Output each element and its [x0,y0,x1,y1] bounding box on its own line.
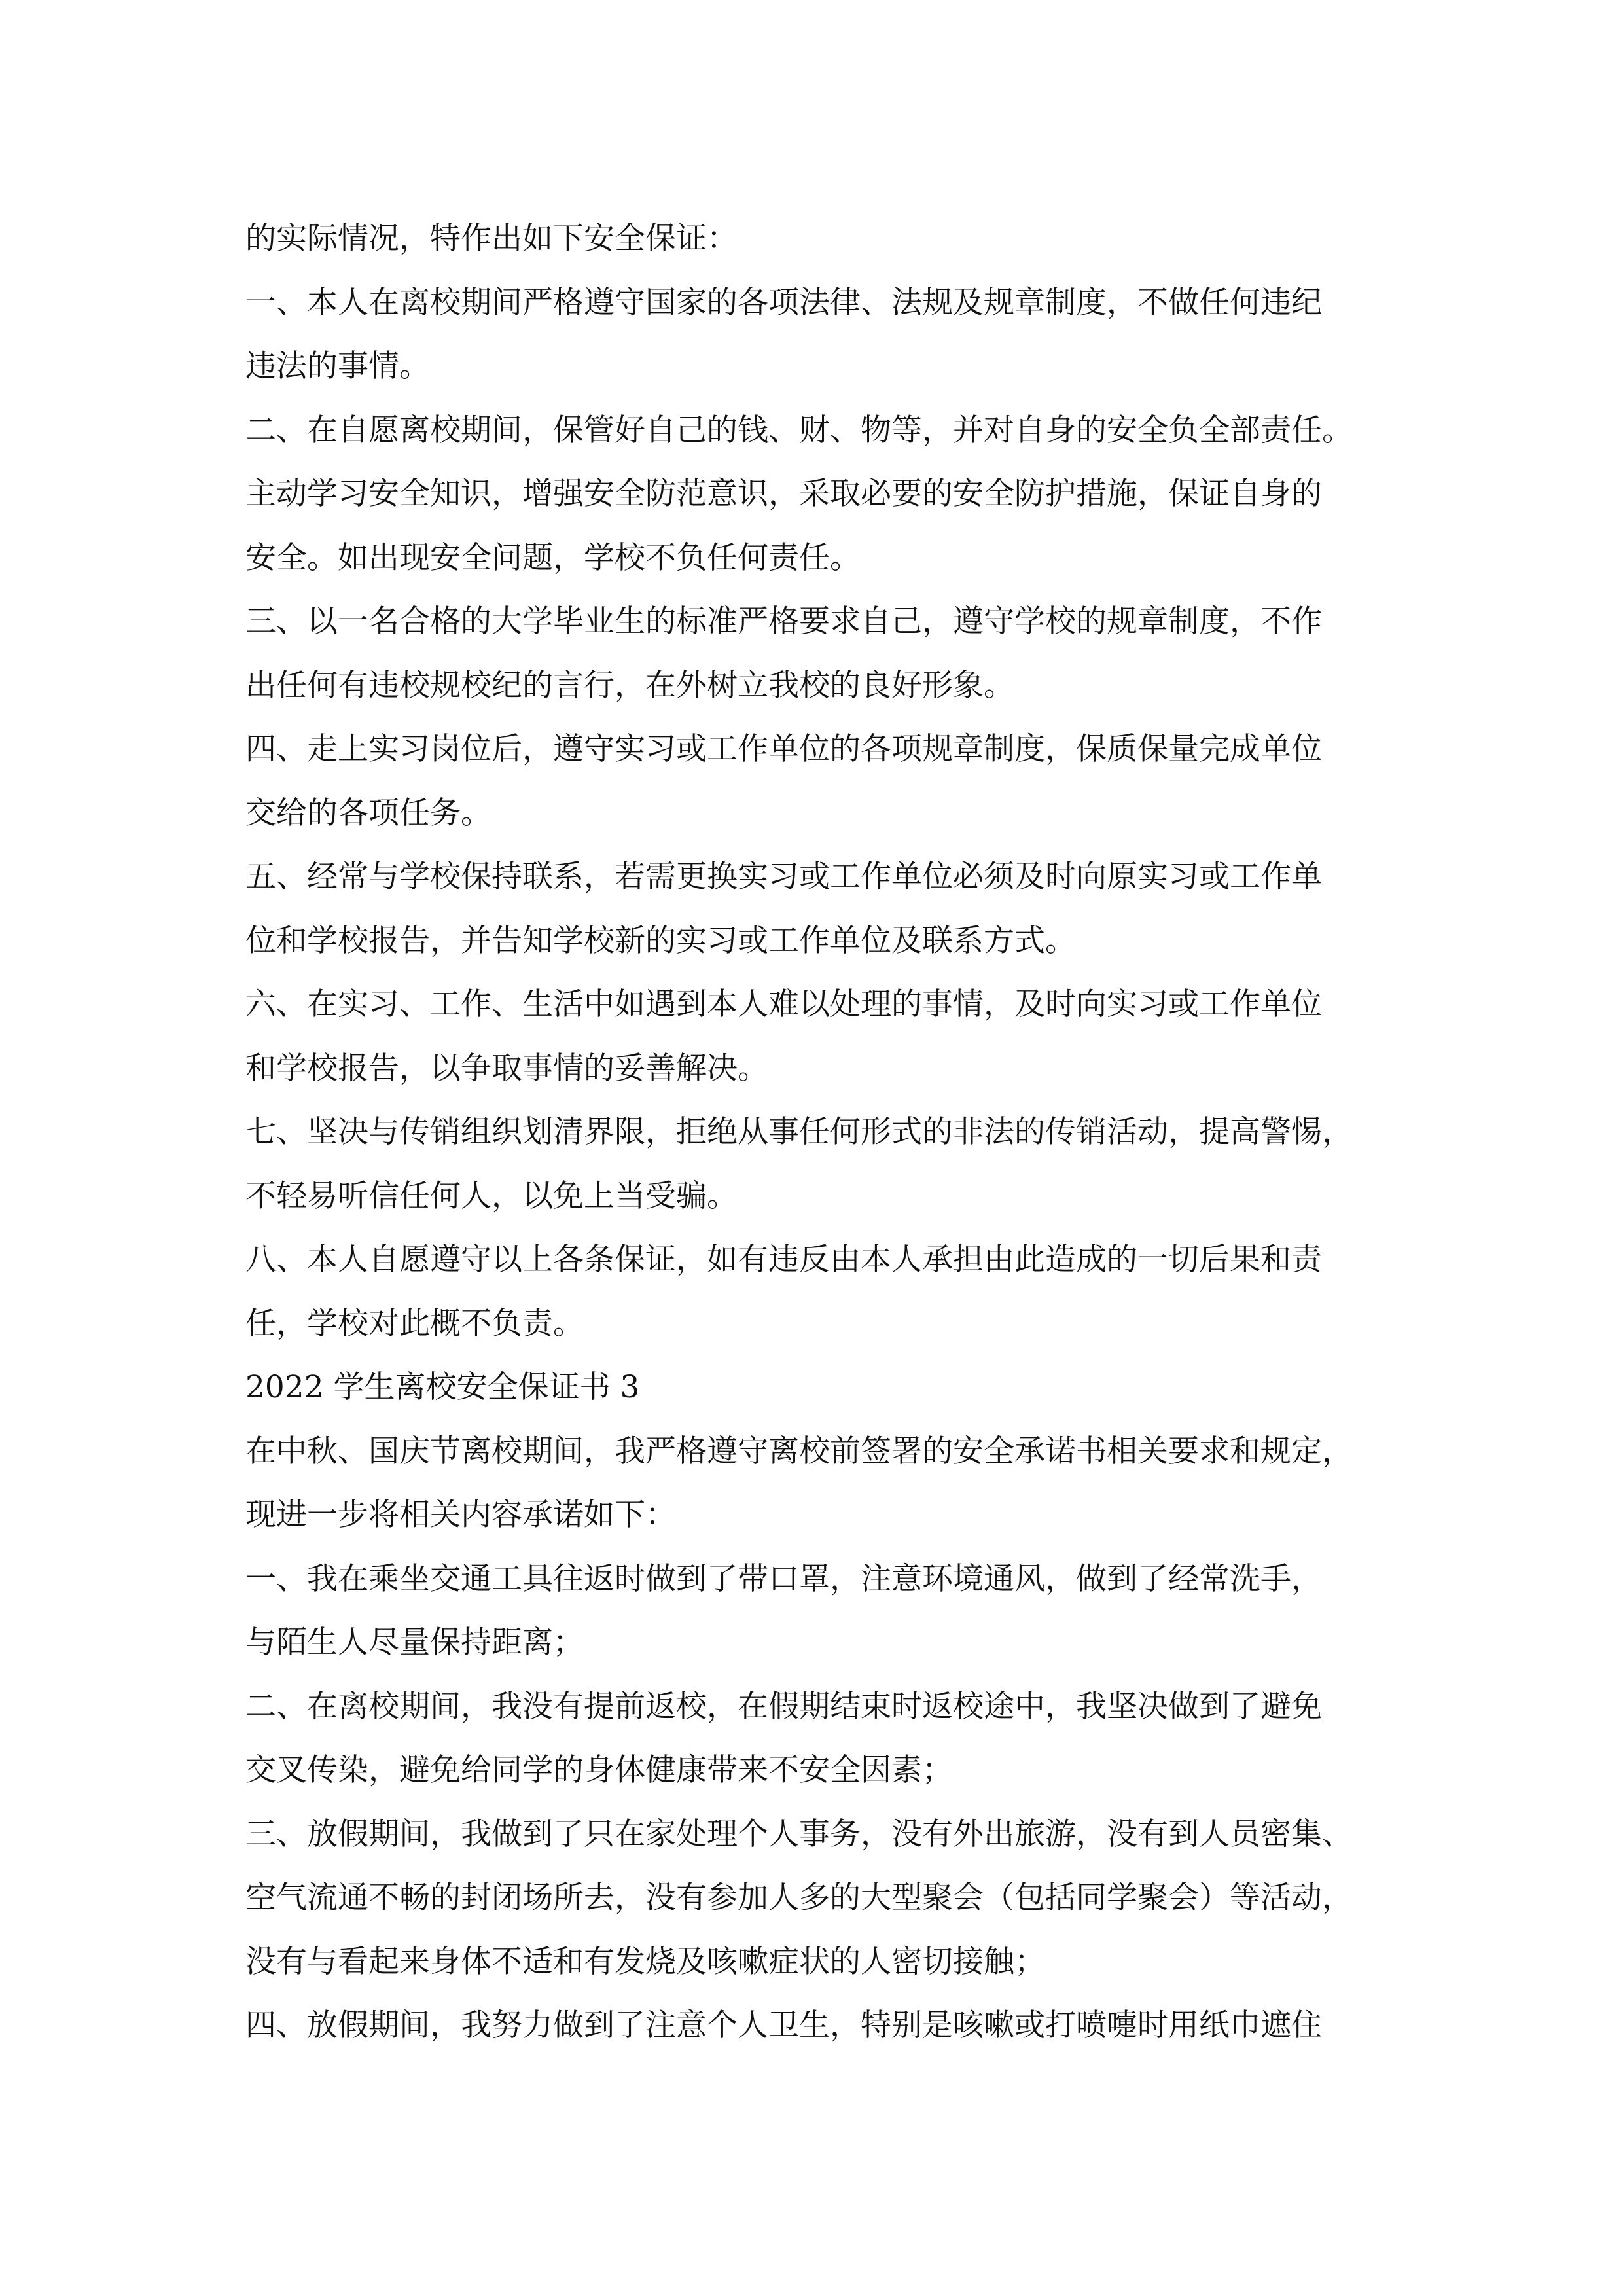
text-line: 与陌生人尽量保持距离； [245,1624,584,1660]
text-line: 四、放假期间，我努力做到了注意个人卫生，特别是咳嗽或打喷嚏时用纸巾遮住 [245,2007,1322,2043]
document-body [245,207,1384,2058]
text-line: 六、在实习、工作、生活中如遇到本人难以处理的事情，及时向实习或工作单位 [245,986,1322,1022]
text-line: 五、经常与学校保持联系，若需更换实习或工作单位必须及时向原实习或工作单 [245,859,1322,895]
text-line: 出任何有违校规校纪的言行，在外树立我校的良好形象。 [245,667,1014,704]
text-line: 违法的事情。 [245,348,430,384]
text-line: 不轻易听信任何人，以免上当受骗。 [245,1177,738,1214]
text-line: 位和学校报告，并告知学校新的实习或工作单位及联系方式。 [245,922,1076,959]
text-line: 七、坚决与传销组织划清界限，拒绝从事任何形式的非法的传销活动，提高警惕， [245,1114,1353,1150]
text-line: 三、放假期间，我做到了只在家处理个人事务，没有外出旅游，没有到人员密集、 [245,1816,1353,1852]
text-line: 二、在自愿离校期间，保管好自己的钱、财、物等，并对自身的安全负全部责任。 [245,412,1353,448]
text-line: 安全。如出现安全问题，学校不负任何责任。 [245,539,861,576]
text-line: 和学校报告，以争取事情的妥善解决。 [245,1050,768,1086]
section-title: 2022 学生离校安全保证书 3 [245,1369,640,1405]
text-line: 任，学校对此概不负责。 [245,1305,584,1342]
text-line: 二、在离校期间，我没有提前返校，在假期结束时返校途中，我坚决做到了避免 [245,1688,1322,1725]
text-line: 主动学习安全知识，增强安全防范意识，采取必要的安全防护措施，保证自身的 [245,476,1322,512]
text-line: 四、走上实习岗位后，遵守实习或工作单位的各项规章制度，保质保量完成单位 [245,731,1322,767]
text-line: 空气流通不畅的封闭场所去，没有参加人多的大型聚会（包括同学聚会）等活动， [245,1880,1353,1916]
text-line: 交叉传染，避免给同学的身体健康带来不安全因素； [245,1752,953,1788]
text-line: 一、本人在离校期间严格遵守国家的各项法律、法规及规章制度，不做任何违纪 [245,284,1322,321]
text-line: 现进一步将相关内容承诺如下： [245,1497,676,1533]
text-line: 没有与看起来身体不适和有发烧及咳嗽症状的人密切接触； [245,1943,1045,1980]
text-line: 交给的各项任务。 [245,795,491,831]
text-line: 八、本人自愿遵守以上各条保证，如有违反由本人承担由此造成的一切后果和责 [245,1242,1322,1278]
text-line: 一、我在乘坐交通工具往返时做到了带口罩，注意环境通风，做到了经常洗手， [245,1560,1322,1597]
text-line: 三、以一名合格的大学毕业生的标准严格要求自己，遵守学校的规章制度，不作 [245,603,1322,639]
text-line: 的实际情况，特作出如下安全保证： [245,221,738,257]
text-line: 在中秋、国庆节离校期间，我严格遵守离校前签署的安全承诺书相关要求和规定， [245,1433,1353,1469]
